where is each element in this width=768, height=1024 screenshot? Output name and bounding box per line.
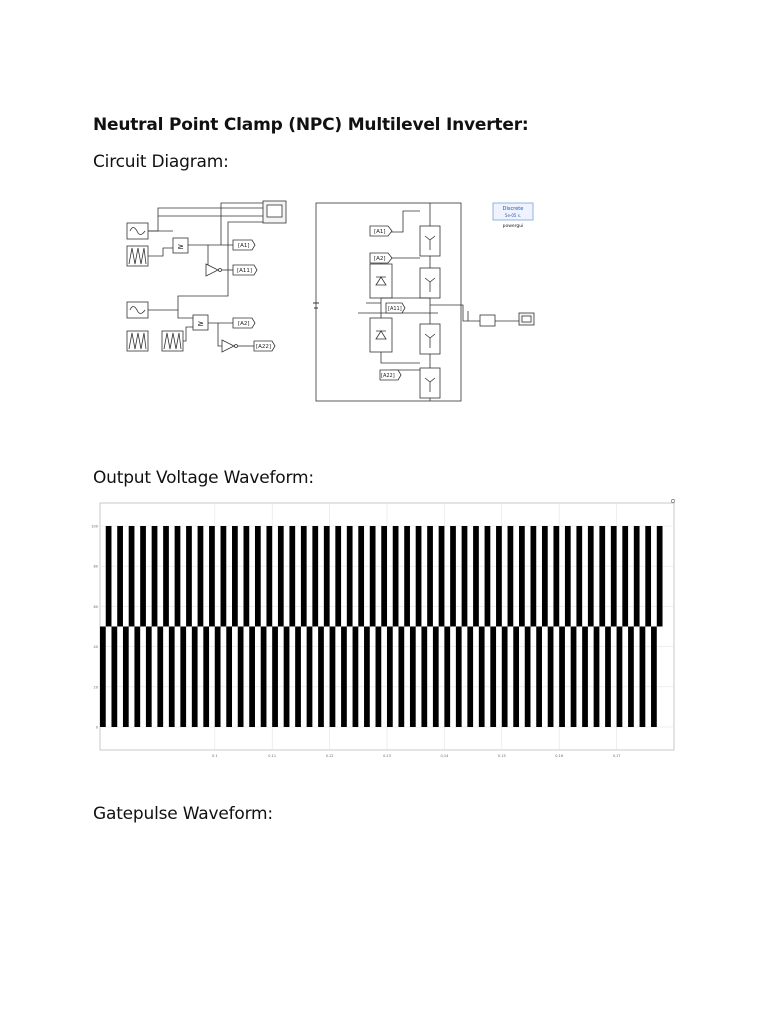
pulse-upper-24 [381,526,387,627]
pulse-upper-26 [404,526,410,627]
pulse-lower-16 [284,627,290,728]
x-tick-label-5: 0.15 [497,754,506,758]
pulse-lower-11 [226,627,232,728]
pulse-lower-36 [513,627,519,728]
pulse-upper-9 [209,526,215,627]
from-a11-label: [A11] [388,306,402,312]
pulse-upper-3 [140,526,146,627]
plot-corner-marker [671,499,674,502]
document-title: Neutral Point Clamp (NPC) Multilevel Inverter: [93,115,529,135]
pulse-lower-27 [410,627,416,728]
pulse-lower-41 [571,627,577,728]
pulse-lower-19 [318,627,324,728]
y-tick-label-5: 100 [91,524,98,529]
pulse-lower-37 [525,627,531,728]
pulse-upper-27 [416,526,422,627]
pulse-lower-35 [502,627,508,728]
pulse-upper-34 [496,526,502,627]
pulse-lower-18 [307,627,313,728]
pulse-lower-3 [134,627,140,728]
pulse-upper-13 [255,526,261,627]
pulse-lower-6 [169,627,175,728]
pulse-upper-48 [657,526,663,627]
x-tick-label-1: 0.11 [268,754,277,758]
pulse-lower-24 [376,627,382,728]
pulse-lower-9 [203,627,209,728]
pulse-upper-29 [439,526,445,627]
pulse-lower-4 [146,627,152,728]
pulse-upper-23 [370,526,376,627]
y-tick-label-4: 80 [93,564,98,569]
x-tick-label-2: 0.12 [325,754,334,758]
powergui-title: Discrete [502,206,524,212]
pulse-upper-1 [117,526,123,627]
powergui-sampletime: 5e-05 s. [504,213,522,218]
pulse-upper-33 [485,526,491,627]
pulse-lower-7 [180,627,186,728]
goto-a1-label: [A1] [238,243,250,249]
x-tick-label-6: 0.16 [555,754,564,758]
pulse-upper-31 [462,526,468,627]
pulse-lower-5 [157,627,163,728]
pulse-upper-47 [645,526,651,627]
voltage-measurement [480,315,495,326]
pulse-lower-1 [111,627,117,728]
pulse-upper-30 [450,526,456,627]
pulse-upper-46 [634,526,640,627]
pulse-lower-17 [295,627,301,728]
pulse-lower-14 [261,627,267,728]
not-gate-1 [206,264,218,276]
pulse-upper-4 [152,526,158,627]
pulse-upper-22 [358,526,364,627]
pulse-lower-46 [628,627,634,728]
pulse-upper-39 [553,526,559,627]
pulse-upper-38 [542,526,548,627]
pulse-upper-10 [221,526,227,627]
pulse-lower-2 [123,627,129,728]
x-tick-label-0: 0.1 [212,754,218,758]
pulse-upper-37 [531,526,537,627]
x-tick-label-3: 0.13 [383,754,391,758]
section-circuit-diagram: Circuit Diagram: [93,152,229,172]
pulse-lower-22 [353,627,359,728]
goto-a11-label: [A11] [237,268,253,274]
pulse-upper-0 [106,526,112,627]
output-voltage-plot [88,496,680,764]
pulse-upper-32 [473,526,479,627]
pulse-lower-45 [617,627,623,728]
ge-symbol-1: ≥ [177,242,184,251]
pulse-lower-30 [444,627,450,728]
pulse-lower-8 [192,627,198,728]
pulse-lower-40 [559,627,565,728]
y-tick-label-1: 20 [93,685,98,690]
pulse-upper-35 [508,526,514,627]
pulse-lower-39 [548,627,554,728]
ge-symbol-2: ≥ [197,319,204,328]
powergui-label: powergui [502,224,524,229]
pulse-lower-29 [433,627,439,728]
clamp-diode-1 [370,264,392,298]
pulse-lower-13 [249,627,255,728]
pulse-upper-2 [129,526,135,627]
pulse-upper-45 [622,526,628,627]
from-a1-label: [A1] [374,229,386,235]
pulse-upper-21 [347,526,353,627]
clamp-diode-2 [370,318,392,352]
pulse-lower-12 [238,627,244,728]
circuit-diagram [118,198,538,408]
from-a2-label: [A2] [374,256,386,262]
pulse-lower-23 [364,627,370,728]
pulse-upper-7 [186,526,192,627]
pulse-lower-15 [272,627,278,728]
pulse-upper-12 [244,526,250,627]
pulse-lower-44 [605,627,611,728]
pulse-lower-47 [640,627,646,728]
pulse-lower-33 [479,627,485,728]
pulse-upper-43 [599,526,605,627]
y-tick-label-3: 60 [93,604,98,609]
pulse-lower-38 [536,627,542,728]
pulse-upper-36 [519,526,525,627]
goto-a22-label: [A22] [256,344,272,350]
pulse-upper-16 [289,526,295,627]
pulse-lower-26 [398,627,404,728]
pulse-upper-8 [198,526,204,627]
y-tick-label-2: 40 [93,645,98,650]
pulse-lower-10 [215,627,221,728]
pulse-lower-21 [341,627,347,728]
pulse-upper-15 [278,526,284,627]
pulse-upper-20 [335,526,341,627]
pulse-lower-31 [456,627,462,728]
from-a22-label: [A22] [381,373,395,379]
pulse-lower-32 [467,627,473,728]
pulse-upper-40 [565,526,571,627]
pulse-upper-14 [266,526,272,627]
pulse-upper-19 [324,526,330,627]
pulse-upper-42 [588,526,594,627]
pulse-lower-34 [490,627,496,728]
section-gatepulse-waveform: Gatepulse Waveform: [93,804,273,824]
pulse-upper-6 [175,526,181,627]
pulse-upper-11 [232,526,238,627]
goto-a2-label: [A2] [238,321,250,327]
pulse-upper-17 [301,526,307,627]
pulse-upper-41 [576,526,582,627]
x-tick-label-7: 0.17 [612,754,621,758]
pulse-lower-0 [100,627,106,728]
pulse-lower-43 [594,627,600,728]
pulse-upper-25 [393,526,399,627]
pulse-upper-18 [312,526,318,627]
pulse-lower-42 [582,627,588,728]
pulse-lower-20 [330,627,336,728]
pulse-lower-25 [387,627,393,728]
pulse-lower-28 [421,627,427,728]
pulse-upper-5 [163,526,169,627]
not-gate-2 [222,340,234,352]
pulse-lower-48 [651,627,657,728]
x-tick-label-4: 0.14 [440,754,449,758]
pulse-upper-28 [427,526,433,627]
section-output-voltage-waveform: Output Voltage Waveform: [93,468,314,488]
y-tick-label-0: 0 [95,725,98,730]
pulse-upper-44 [611,526,617,627]
